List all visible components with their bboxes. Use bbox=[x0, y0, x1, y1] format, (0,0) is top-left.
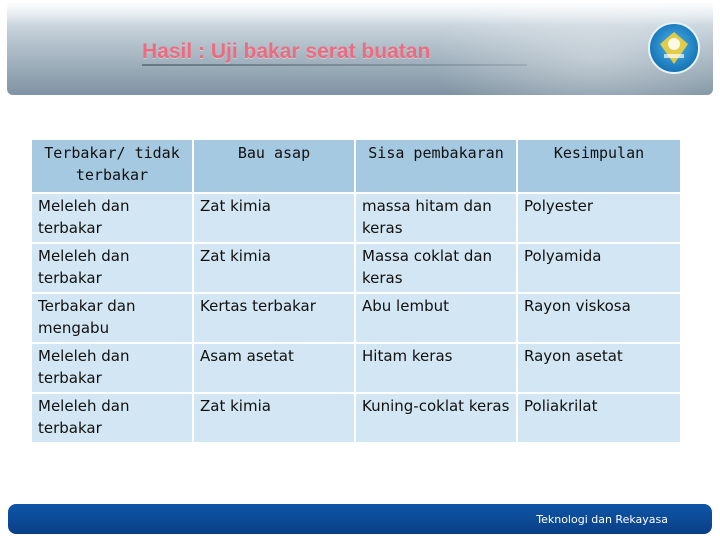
cell-conclusion: Polyester bbox=[518, 194, 680, 242]
burn-test-table-container bbox=[30, 138, 680, 444]
table-row bbox=[32, 294, 680, 342]
header-conclusion: Kesimpulan bbox=[518, 140, 680, 192]
cell-burn-status: Meleleh dan terbakar bbox=[32, 344, 192, 392]
header-smoke-odor: Bau asap bbox=[194, 140, 354, 192]
cell-conclusion: Polyamida bbox=[518, 244, 680, 292]
cell-burn-status: Meleleh dan terbakar bbox=[32, 394, 192, 442]
cell-conclusion: Poliakrilat bbox=[518, 394, 680, 442]
tut-wuri-handayani-emblem-icon bbox=[648, 22, 700, 74]
cell-burn-status: Meleleh dan terbakar bbox=[32, 194, 192, 242]
title-underline bbox=[142, 64, 527, 66]
table-row bbox=[32, 244, 680, 292]
cell-smoke-odor: Zat kimia bbox=[194, 244, 354, 292]
cell-smoke-odor: Zat kimia bbox=[194, 194, 354, 242]
burn-test-table bbox=[30, 138, 682, 444]
footer-text: Teknologi dan Rekayasa bbox=[536, 513, 668, 526]
cell-burn-residue: massa hitam dan keras bbox=[356, 194, 516, 242]
table-row bbox=[32, 194, 680, 242]
cell-burn-residue: Hitam keras bbox=[356, 344, 516, 392]
cell-burn-residue: Massa coklat dan keras bbox=[356, 244, 516, 292]
cell-smoke-odor: Kertas terbakar bbox=[194, 294, 354, 342]
cell-conclusion: Rayon viskosa bbox=[518, 294, 680, 342]
cell-smoke-odor: Zat kimia bbox=[194, 394, 354, 442]
emblem-graphic bbox=[650, 24, 698, 72]
table-row bbox=[32, 344, 680, 392]
cell-burn-residue: Kuning-coklat keras bbox=[356, 394, 516, 442]
cell-smoke-odor: Asam asetat bbox=[194, 344, 354, 392]
table-row bbox=[32, 394, 680, 442]
footer-bar bbox=[8, 504, 712, 534]
cell-burn-status: Meleleh dan terbakar bbox=[32, 244, 192, 292]
header-burn-status: Terbakar/ tidak terbakar bbox=[32, 140, 192, 192]
slide-title: Hasil : Uji bakar serat buatan bbox=[142, 40, 431, 63]
cell-conclusion: Rayon asetat bbox=[518, 344, 680, 392]
header-burn-residue: Sisa pembakaran bbox=[356, 140, 516, 192]
table-header-row bbox=[32, 140, 680, 192]
cell-burn-status: Terbakar dan mengabu bbox=[32, 294, 192, 342]
cell-burn-residue: Abu lembut bbox=[356, 294, 516, 342]
